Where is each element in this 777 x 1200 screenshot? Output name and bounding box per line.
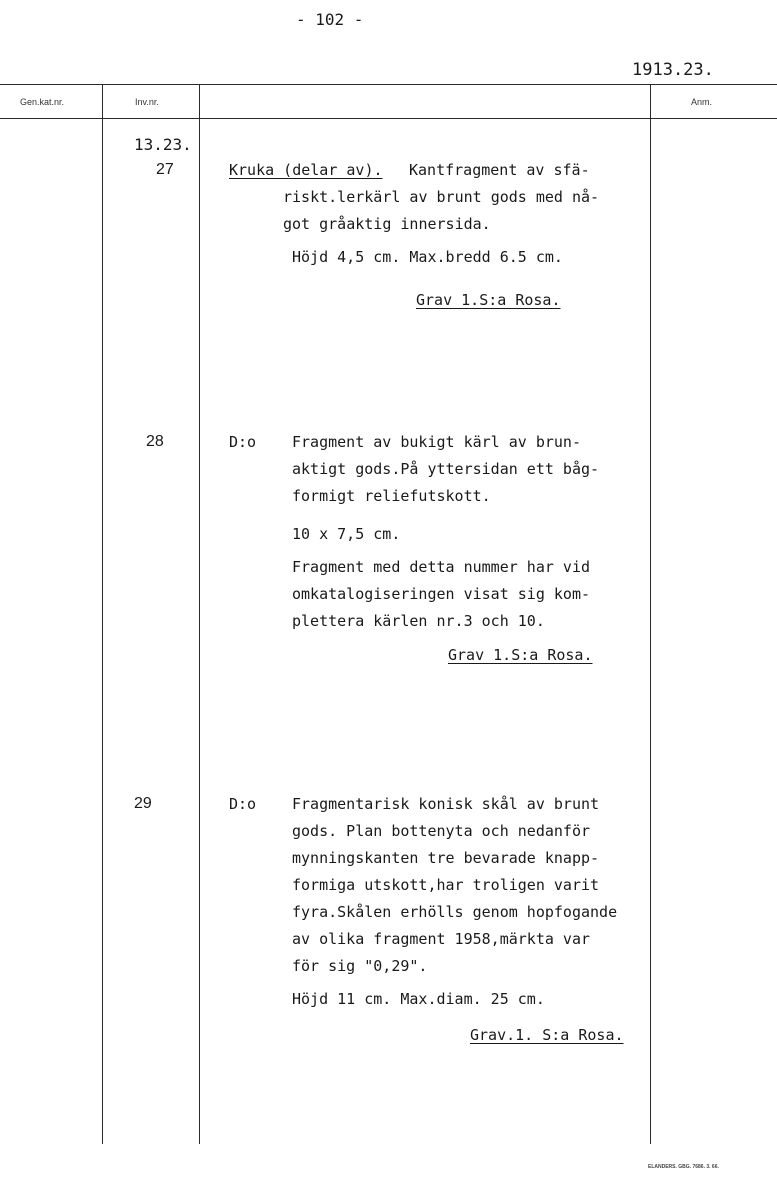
header-anm: Anm. bbox=[691, 97, 713, 107]
description-line: Höjd 11 cm. Max.diam. 25 cm. bbox=[292, 990, 545, 1008]
description-line: formigt reliefutskott. bbox=[292, 487, 491, 505]
grave-reference: Grav.1. S:a Rosa. bbox=[470, 1026, 624, 1044]
grave-reference: Grav 1.S:a Rosa. bbox=[448, 646, 593, 664]
description-line: omkatalogiseringen visat sig kom- bbox=[292, 585, 591, 603]
object-label: Kruka (delar av). bbox=[229, 161, 383, 179]
page-number: - 102 - bbox=[296, 10, 364, 29]
object-label: D:o bbox=[229, 795, 257, 813]
description-line: Fragment med detta nummer har vid bbox=[292, 558, 591, 576]
description-line: got gråaktig innersida. bbox=[283, 215, 491, 233]
description-line: av olika fragment 1958,märkta var bbox=[292, 930, 591, 948]
column-divider-1 bbox=[102, 84, 103, 1144]
description-line: formiga utskott,har troligen varit bbox=[292, 876, 600, 894]
column-divider-2 bbox=[199, 84, 200, 1144]
description-line: Fragmentarisk konisk skål av brunt bbox=[292, 795, 600, 813]
description-line: för sig "0,29". bbox=[292, 957, 428, 975]
description-line: mynningskanten tre bevarade knapp- bbox=[292, 849, 600, 867]
header-bottom-rule bbox=[0, 118, 777, 119]
description-line: gods. Plan bottenyta och nedanför bbox=[292, 822, 591, 840]
printer-mark: ELANDERS. GBG. 7686. 3. 66. bbox=[648, 1164, 719, 1170]
inventory-number: 27 bbox=[156, 161, 174, 178]
description-line: Fragment av bukigt kärl av brun- bbox=[292, 433, 581, 451]
inventory-number: 28 bbox=[146, 433, 164, 450]
object-label: D:o bbox=[229, 433, 257, 451]
description-line: aktigt gods.På yttersidan ett båg- bbox=[292, 460, 600, 478]
header-inv-nr: Inv.nr. bbox=[135, 97, 159, 107]
description-line: fyra.Skålen erhölls genom hopfogande bbox=[292, 903, 618, 921]
column-divider-3 bbox=[650, 84, 651, 1144]
description-line: 10 x 7,5 cm. bbox=[292, 525, 401, 543]
grave-reference: Grav 1.S:a Rosa. bbox=[416, 291, 561, 309]
description-line: Kantfragment av sfä- bbox=[409, 161, 590, 179]
header-gen-kat-nr: Gen.kat.nr. bbox=[20, 97, 65, 107]
header-top-rule bbox=[0, 84, 777, 85]
group-prefix: 13.23. bbox=[134, 135, 192, 154]
description-line: riskt.lerkärl av brunt gods med nå- bbox=[283, 188, 600, 206]
description-line: Höjd 4,5 cm. Max.bredd 6.5 cm. bbox=[292, 248, 563, 266]
inventory-number: 29 bbox=[134, 795, 152, 812]
description-line: plettera kärlen nr.3 och 10. bbox=[292, 612, 545, 630]
catalog-number: 1913.23. bbox=[632, 60, 714, 80]
